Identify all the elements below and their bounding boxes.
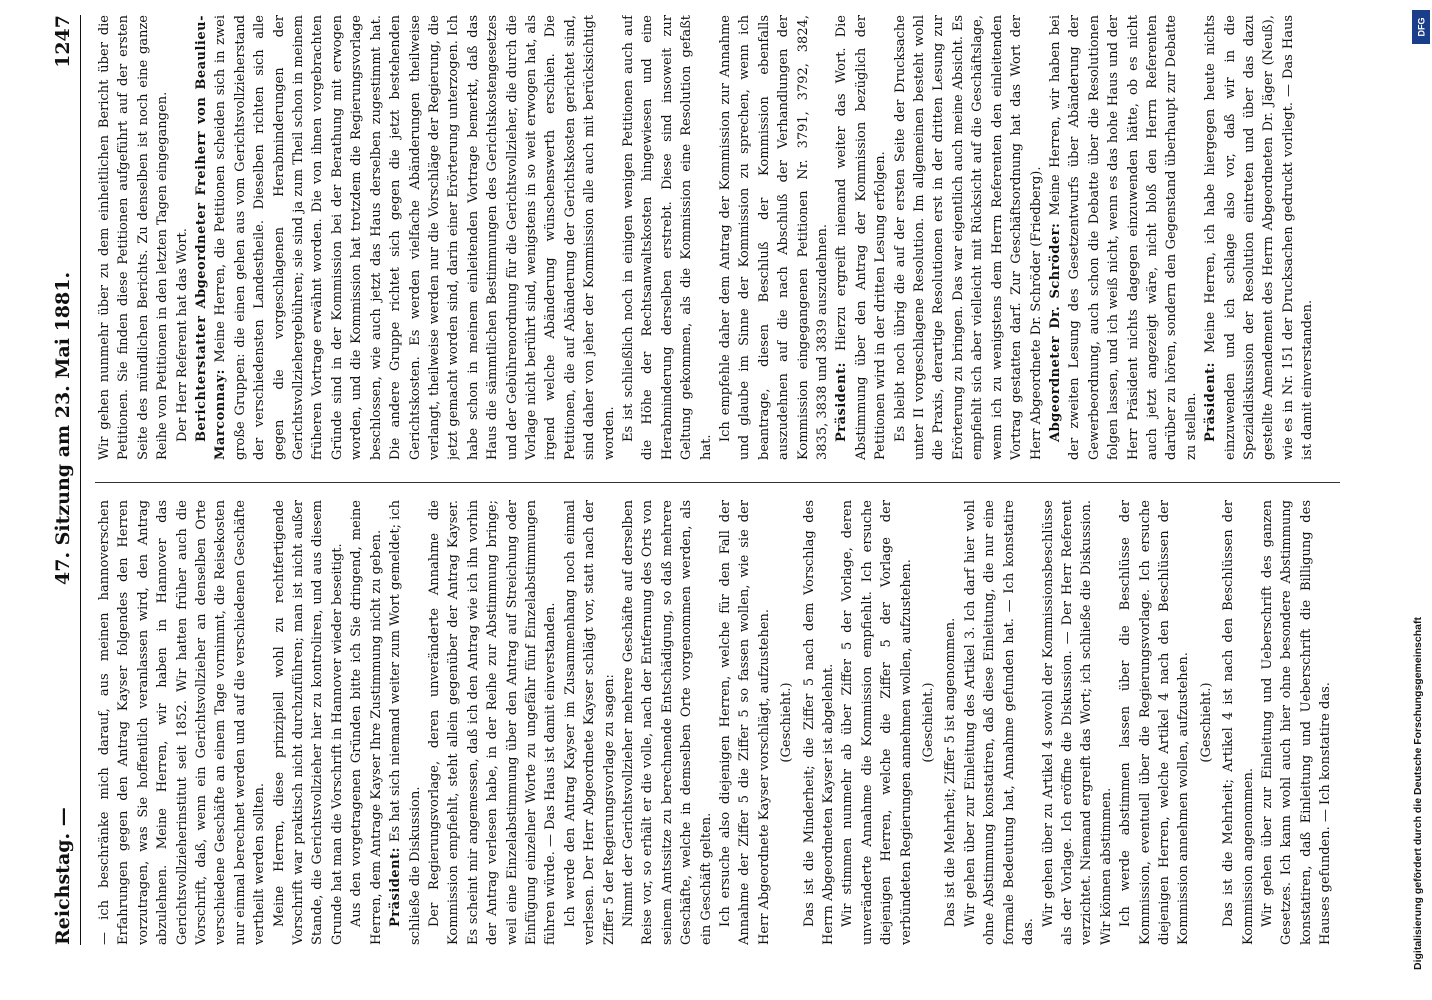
paragraph: Es bleibt noch übrig die auf der ersten Seite der Drucksache unter II vorgeschlagene Resolution. Im allgemeinen besteht wohl die Praxis, derartige Resolutionen erst in der dritten Lesung zur Erörterung zu bringen. Das war eigentlich auch meine Absicht. Es empfiehlt sich aber vielleicht mit Rücksicht auf die Geschäftslage, wenn ich zu wenigstens dem Herrn Referenten den einleitenden Vortrag gestatten darf. Zur Geschäftsordnung hat das Wort der Herr Abgeordnete Dr. Schröder (Friedberg). <box>892 15 1044 460</box>
speech-text: Meine Herren, ich habe hiergegen heute nichts einzuwenden und ich schlage also vor, daß wir in die Spezialdiskussion der Resolution eintreten und über das dazu gestellte Amendement des Herrn Abgeordneten Dr. Jäger (Neuß), wie es in Nr. 151 der Drucksachen gedruckt vorliegt. — Das Haus ist damit einverstanden. <box>1203 15 1316 460</box>
left-column <box>95 500 1340 945</box>
speech-text: Es hat sich niemand weiter zum Wort gemeldet; ich schließe die Diskussion. <box>388 500 423 945</box>
speech-text: Meine Herren, die Petitionen scheiden sich in zwei große Gruppen: die einen gehen aus vom Gerichtsvollzieherstand der verschiedensten Landestheile. Dieselben richten sich alle gegen die vorgeschlagenen Herabminderungen der Gerichtsvollziehergebühren; sie sind ja zum Theil schon in meinem früheren Vortrage erwähnt worden. Die von ihnen vorgebrachten Gründe sind in der Kommission bei der Berathung mit erwogen worden, und die Kommission hat trotzdem die Regierungsvorlage beschlossen, wie auch jetzt das Haus derselben zugestimmt hat. Die andere Gruppe richtet sich gegen die jetzt bestehenden Gerichtskosten. Es werden vielfache Abänderungen theilweise verlangt, theilweise werden nur die Vorschläge der Regierung, die jetzt gemacht worden sind, darin einer Erörterung unterzogen. Ich habe schon in meinem einleitenden Vortrage bemerkt, daß das Haus die sämmtlichen Bestimmungen des Gerichtskostengesetzes und der Gebührenordnung für die Gerichtsvollzieher, die durch die Vorlage nicht berührt sind, wenigstens in so weit erwogen hat, als irgend welche Abänderung wünschenswerth erschien. Die Petitionen, die auf Abänderung der Gerichtskosten gerichtet sind, sind daher von jeher der Kommission alle auch mit berücksichtigt worden. <box>213 15 617 460</box>
paragraph: Wir gehen über zur Einleitung des Artikel 3. Ich darf hier wohl ohne Abstimmung konstatiren, daß diese Einleitung, die nur eine formale Bedeutung hat, Annahme gefunden hat. — Ich konstatire das. <box>962 500 1037 945</box>
paragraph: Das ist die Mehrheit; Ziffer 5 ist angenommen. <box>943 617 959 927</box>
header-session: 47. Sitzung am 23. Mai 1881. <box>52 271 74 585</box>
header-title: Reichstag. — <box>52 807 74 945</box>
stage-direction: (Geschieht.) <box>1198 682 1214 763</box>
paragraph: Aus den vorgetragenen Gründen bitte ich Sie dringend, meine Herren, dem Antrage Kayser Ihre Zustimmung nicht zu geben. <box>349 500 384 945</box>
speech-text: Meine Herren, wir haben bei der zweiten Lesung des Gesetzentwurfs über Abänderung der Gewerbeordnung, auch schon die Debatte über die Resolutionen folgen lassen, und ich weiß nicht, wenn es das hohe Haus und der Herr Präsident nichts dagegen einzuwenden hätte, ob es nicht auch jetzt angezeigt wäre, nicht bloß den Herrn Referenten darüber zu hören, sondern den Gegenstand überhaupt zur Debatte zu stellen. <box>1047 15 1199 460</box>
paragraph: Wir gehen nunmehr über zu dem einheitlichen Bericht über die Petitionen. Sie finden diese Petitionen aufgeführt auf der ersten Seite des mündlichen Berichts. Zu denselben ist noch eine ganze Reihe von Petitionen in den letzten Tagen eingegangen. <box>97 15 171 460</box>
paragraph: Ich empfehle daher dem Antrag der Kommission zur Annahme und glaube im Sinne der Kommission zu sprechen, wenn ich beantrage, diesen Beschluß der Kommission ebenfalls auszudehnen auf die nach Abschluß der Verhandlungen der Kommission eingegangenen Petitionen Nr. 3791, 3792, 3824, 3835, 3838 und 3839 auszudehnen. <box>718 15 831 460</box>
paragraph: Der Regierungsvorlage, deren unveränderte Annahme die Kommission empfiehlt, steht allein gegenüber der Antrag Kayser. Es scheint mir angemessen, daß ich den Antrag wie ich ihn vorhin der Antrag verlesen habe, in der Reihe zur Abstimmung bringe; weil eine Einzelabstimmung über den Antrag auf Streichung oder Einfügung einzelner Worte zu ungefähr fünf Einzelabstimmungen führen würde. — Das Haus ist damit einverstanden. <box>426 500 559 945</box>
stage-direction: (Geschieht.) <box>921 682 937 763</box>
speaker-name: Präsident: <box>388 841 404 927</box>
right-column <box>95 15 1340 460</box>
side-credit-text: Digitalisierung gefördert durch die Deutsche Forschungsgemeinschaft <box>1412 617 1424 970</box>
speech-paragraph <box>386 500 425 945</box>
paragraph: Es ist schließlich noch in einigen wenigen Petitionen auch auf die Höhe der Rechtsanwaltskosten hingewiesen und eine Herabminderung derselben erstrebt. Diese sind insoweit zur Geltung gekommen, als die Kommission eine Resolution gefaßt hat. <box>620 15 714 460</box>
page-number: 1247 <box>52 15 74 68</box>
paragraph: Wir gehen über zur Einleitung und Ueberschrift des ganzen Gesetzes. Ich kann wohl auch hier ohne besondere Abstimmung konstatiren, daß Einleitung und Ueberschrift die Billigung des Hauses gefunden. — Ich konstatire das. <box>1259 500 1334 945</box>
paragraph: Ich werde den Antrag Kayser im Zusammenhang noch einmal verlesen. Der Herr Abgeordnete Kayser schlägt vor, statt nach der Ziffer 5 der Regierungsvorlage zu sagen: <box>562 500 617 945</box>
paragraph: Das ist die Mehrheit; Artikel 4 ist nach den Beschlüssen der Kommission angenommen. <box>1221 500 1256 945</box>
paragraph: Meine Herren, diese prinzipiell wohl zu rechtfertigende Vorschrift war praktisch nicht durchzuführen; man ist nicht außer Stande, die Gerichtsvollzieher hier zu kontroliren, und aus diesem Grunde hat man die Vorschrift in Hannover wieder beseitigt. <box>271 500 345 945</box>
dfg-logo-text: DFG <box>1416 17 1426 37</box>
speech-text: Hierzu ergreift niemand weiter das Wort. Die Abstimmung über den Antrag der Kommission bezüglich der Petitionen wird in der dritten Lesung erfolgen. <box>834 15 889 460</box>
paragraph: — ich beschränke mich darauf, aus meinen hannoverschen Erfahrungen gegen den Antrag Kayser folgendes den Herren vorzutragen, was Sie hoffentlich veranlassen wird, den Antrag abzulehnen. Meine Herren, wir haben in Hannover das Gerichtsvollzieherinstitut seit 1852. Wir hatten früher auch die Vorschrift, daß, wenn ein Gerichtsvollzieher an denselben Orte verschiedene Geschäfte an einem Tage vornimmt, die Reisekosten nur einmal berechnet werden und auf die verschiedenen Geschäfte vertheilt werden sollten. <box>97 500 268 945</box>
stage-direction: (Geschieht.) <box>779 682 795 763</box>
speech-paragraph <box>1046 15 1201 460</box>
speech-paragraph <box>1201 15 1317 460</box>
speaker-name: Berichterstatter Abgeordneter Freiherr von Beaulieu-Marconnay: <box>194 15 229 460</box>
paragraph: Wir stimmen nunmehr ab über Ziffer 5 der Vorlage, deren unveränderte Annahme die Kommission empfiehlt. Ich ersuche diejenigen Herren, welche die Ziffer 5 der Vorlage der verbündeten Regierungen annehmen wollen, aufzustehen. <box>840 500 914 945</box>
column-divider <box>95 482 1340 483</box>
paragraph: Das ist die Minderheit; die Ziffer 5 nach dem Vorschlag des Herrn Abgeordneten Kayser ist abgelehnt. <box>801 500 837 945</box>
side-credit <box>1412 17 1430 980</box>
paragraph: Wir gehen über zu Artikel 4 sowohl der Kommissionsbeschlüsse als der Vorlage. Ich eröffne die Diskussion. — Der Herr Referent verzichtet. Niemand ergreift das Wort; ich schließe die Diskussion. Wir können abstimmen. <box>1040 500 1114 945</box>
dfg-logo <box>1412 10 1430 44</box>
speech-paragraph <box>832 15 890 460</box>
speaker-name: Abgeordneter Dr. Schröder: <box>1047 215 1063 442</box>
paragraph: Nimmt der Gerichtsvollzieher mehrere Geschäfte auf derselben Reise vor, so erhält er die volle, nach der Entfernung des Orts von seinem Amtssitze zu berechnende Entschädigung, so daß mehrere Geschäfte, welche in demselben Orte vorgenommen werden, als ein Geschäft gelten. <box>620 500 714 945</box>
speaker-name: Präsident: <box>834 351 850 442</box>
paragraph: Ich ersuche also diejenigen Herren, welche für den Fall der Annahme der Ziffer 5 die Ziffer 5 so fassen wollen, wie sie der Herr Abgeordnete Kayser vorschlägt, aufzustehen. <box>718 500 772 945</box>
speech-paragraph <box>192 15 619 460</box>
paragraph: Der Herr Referent hat das Wort. <box>174 228 190 442</box>
paragraph: Ich werde abstimmen lassen über die Beschlüsse der Kommission, eventuell über die Regierungsvorlage. Ich ersuche diejenigen Herren, welche Artikel 4 nach den Beschlüssen der Kommission annehmen wollen, aufzustehen. <box>1118 500 1192 945</box>
page-header <box>40 15 81 945</box>
speaker-name: Präsident: <box>1203 353 1219 442</box>
